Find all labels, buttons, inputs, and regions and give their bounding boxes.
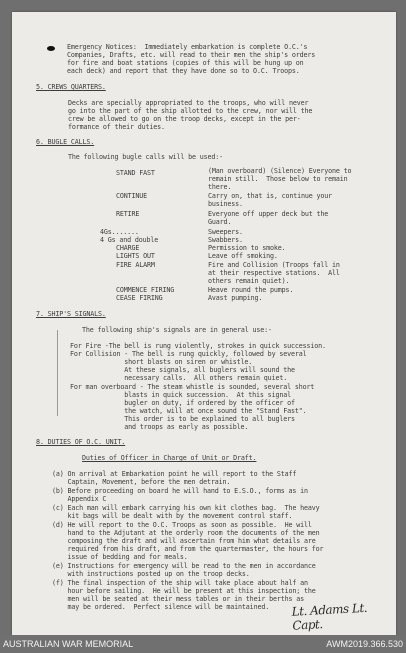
bugle-call-desc: at their respective stations. All xyxy=(208,269,340,277)
signal-line: For Fire -The bell is rung violently, strokes in quick succession. xyxy=(70,342,326,350)
signal-line: This order is to be explained to all buglers xyxy=(70,415,295,423)
signal-line: At these signals, all buglers will sound the xyxy=(70,366,295,374)
bugle-call-desc: Guard. xyxy=(208,218,232,226)
section-7-heading: 7. SHIP'S SIGNALS. xyxy=(36,310,106,318)
duty-line: (e) Instructions for emergency will be read to the men in accordance xyxy=(52,562,316,570)
bugle-call-name: RETIRE xyxy=(116,210,140,218)
margin-line xyxy=(57,330,58,416)
duty-line: (f) The final inspection of the ship will take place about half an xyxy=(52,579,308,587)
signal-line: bugler on duty, if ordered by the officer of xyxy=(70,399,295,407)
bugle-call-name: STAND FAST xyxy=(116,169,155,177)
bugle-call-desc: Sweepers. xyxy=(208,228,243,236)
section-6-heading: 6. BUGLE CALLS. xyxy=(36,138,95,146)
emergency-line-1: Emergency Notices: Immediately embarkation is complete O.C.'s xyxy=(67,43,308,51)
section-8-subheading: Duties of Officer in Charge of Unit or Draft. xyxy=(82,454,257,462)
duty-line: Appendix C xyxy=(52,495,107,503)
bugle-call-desc: others remain quiet). xyxy=(208,277,290,285)
bugle-call-desc: Heave round the pumps. xyxy=(208,286,294,294)
section-5-line: go into the part of the ship allotted to the crew, nor will the xyxy=(68,107,313,115)
section-5-line: formance of their duties. xyxy=(68,123,165,131)
duty-line: (b) Before proceeding on board he will hand to E.S.O., forms as in xyxy=(52,487,308,495)
section-5-line: Decks are specially appropriated to the troops, who will never xyxy=(68,99,309,107)
duty-line: (a) On arrival at Embarkation point he will report to the Staff xyxy=(52,470,297,478)
duty-line: required from his draft, and from the quartermaster, the hours for xyxy=(52,545,324,553)
duty-line: men will be seated at their mess tables or in their berths as xyxy=(52,595,304,603)
signal-line: blasts in quick succession. At this signal xyxy=(70,391,291,399)
bugle-call-desc: Everyone off upper deck but the xyxy=(208,210,329,218)
bugle-call-name: FIRE ALARM xyxy=(116,261,155,269)
duty-line: issue of bedding and for meals. xyxy=(52,553,188,561)
emergency-line-4: each deck) and report that they have done so to O.C. Troops. xyxy=(67,67,300,75)
bugle-call-desc: Carry on, that is, continue your xyxy=(208,192,333,200)
duty-line: may be ordered. Perfect silence will be maintained. xyxy=(52,603,270,611)
section-5-heading: 5. CREWS QUARTERS. xyxy=(36,83,106,91)
bugle-call-name: CHARGE xyxy=(116,244,140,252)
duty-line: hand to the Adjutant at the orderly room the documents of the men xyxy=(52,529,320,537)
bugle-call-name: COMMENCE FIRING xyxy=(116,286,175,294)
bugle-call-name: CONTINUE xyxy=(116,192,148,200)
bugle-call-desc: (Man overboard) (Silence) Everyone to xyxy=(208,167,352,175)
signal-line: necessary calls. All others remain quiet. xyxy=(70,374,288,382)
duty-line: hour before sailing. He will be present at this inspection; the xyxy=(52,587,316,595)
signal-line: short blasts on siren or whistle. xyxy=(70,358,253,366)
document-page xyxy=(12,12,396,635)
bugle-call-desc: business. xyxy=(208,200,243,208)
duty-line: kit bags will be dealt with by the movement control staff. xyxy=(52,512,293,520)
punch-hole-icon xyxy=(47,46,55,51)
signal-line: the watch, will at once sound the "Stand Fast". xyxy=(70,407,307,415)
bugle-call-desc: there. xyxy=(208,183,232,191)
emergency-line-3: for fire and boat stations (copies of this will be hung up on xyxy=(67,59,304,67)
duty-line: Captain, Movement, before the men detrain. xyxy=(52,478,231,486)
bugle-call-desc: remain still. Those below to remain xyxy=(208,175,348,183)
archive-footer xyxy=(0,635,406,653)
section-8-heading: 8. DUTIES OF O.C. UNIT. xyxy=(36,438,126,446)
bugle-call-desc: Swabbers. xyxy=(208,236,243,244)
duty-line: with instructions posted up on the troop decks. xyxy=(52,570,250,578)
signal-line: For man overboard - The steam whistle is sounded, several short xyxy=(70,383,315,391)
bugle-call-desc: Leave off smoking. xyxy=(208,252,278,260)
duty-line: (c) Each man will embark carrying his own kit clothes bag. The heavy xyxy=(52,504,320,512)
duty-line: composing the draft and will ascertain from him what details are xyxy=(52,537,316,545)
emergency-line-2: Companies, Drafts, etc. will read to their men the ship's orders xyxy=(67,51,316,59)
bugle-call-name: 4Gs....... xyxy=(100,228,139,236)
section-7-intro: The following ship's signals are in general use:- xyxy=(82,326,272,334)
footer-catalogue-id: AWM2019.366.530 xyxy=(326,639,403,649)
handwritten-signature: Lt. Adams Lt. Capt. xyxy=(291,600,368,633)
signal-line: and troops as early as possible. xyxy=(70,423,249,431)
section-6-intro: The following bugle calls will be used:- xyxy=(68,153,224,161)
bugle-call-desc: Fire and Collision (Troops fall in xyxy=(208,261,340,269)
bugle-call-name: LIGHTS OUT xyxy=(116,252,155,260)
bugle-call-desc: Avast pumping. xyxy=(208,294,263,302)
section-5-line: crew be allowed to go on the troop decks, except in the per- xyxy=(68,115,301,123)
footer-institution: AUSTRALIAN WAR MEMORIAL xyxy=(3,639,134,649)
bugle-call-desc: Permission to smoke. xyxy=(208,244,286,252)
duty-line: (d) He will report to the O.C. Troops as soon as possible. He will xyxy=(52,521,312,529)
signal-line: For Collision - The bell is rung quickly, followed by several xyxy=(70,350,307,358)
bugle-call-name: CEASE FIRING xyxy=(116,294,163,302)
bugle-call-name: 4 Gs and double xyxy=(100,236,159,244)
